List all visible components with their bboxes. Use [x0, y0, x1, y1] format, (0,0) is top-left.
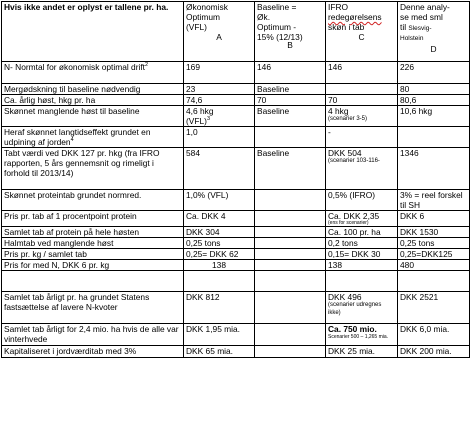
table-row: [2, 62, 470, 84]
cell-d: 80: [398, 84, 470, 95]
cell-c: -: [326, 127, 398, 148]
cell-a: [184, 271, 255, 292]
cell-d: 0,25=DKK125: [398, 249, 470, 260]
cell-b: Baseline: [255, 148, 326, 190]
cell-c-note: (scenarier 103-116-: [328, 158, 380, 164]
cell-a-value: 4,6 hkg: [186, 106, 214, 116]
cell-d: DKK 2521: [398, 292, 470, 324]
table-row: [2, 271, 470, 292]
cell-c: [326, 106, 398, 127]
cell-c-value: Ca. DKK 2,35: [328, 211, 380, 221]
cell-b: 146: [255, 62, 326, 84]
cell-d: DKK 6: [398, 211, 470, 227]
row-label: Samlet tab årligt for 2,4 mio. ha hvis de alle var vinterhvede: [2, 324, 184, 346]
cell-a: DKK 65 mia.: [184, 346, 255, 358]
cell-a: DKK 1,95 mia.: [184, 324, 255, 346]
cell-b: [255, 271, 326, 292]
header-col-d-line2: se med sml: [400, 12, 443, 22]
row-label: Kapitaliseret i jordværditab med 3%: [2, 346, 184, 358]
header-col-c-line2: redegørelsens: [328, 12, 382, 22]
row-label: Halmtab ved manglende høst: [2, 238, 184, 249]
table-row: [2, 346, 470, 358]
cell-c-value: 4 hkg: [328, 106, 349, 116]
header-col-a-line3: (VFL): [186, 22, 207, 32]
row-label: [2, 62, 184, 84]
header-col-a: [184, 2, 255, 62]
cell-c: 146: [326, 62, 398, 84]
header-col-a-line1: Økonomisk: [186, 2, 228, 12]
cell-a: Ca. DKK 4: [184, 211, 255, 227]
row-label: Pris pr. kg / samlet tab: [2, 249, 184, 260]
table-row: [2, 148, 470, 190]
row-label: [2, 271, 184, 292]
table-row: [2, 95, 470, 106]
cell-b: Baseline: [255, 106, 326, 127]
cell-a: DKK 812: [184, 292, 255, 324]
cell-c: DKK 25 mia.: [326, 346, 398, 358]
cell-b: Baseline: [255, 84, 326, 95]
row-label: [2, 127, 184, 148]
row-label-text: N- Normtal for økonomisk optimal drift: [4, 62, 146, 72]
row-label: Ca. årlig høst, hkg pr. ha: [2, 95, 184, 106]
cell-c-note: (ens for scenarier): [328, 220, 369, 226]
cell-c: [326, 324, 398, 346]
cell-a: [184, 106, 255, 127]
cell-b: [255, 249, 326, 260]
cell-c-value: DKK 504: [328, 148, 362, 158]
cell-a: 138: [184, 260, 255, 271]
table-row: [2, 249, 470, 260]
header-col-c-line3: skøn i tab: [328, 22, 365, 32]
cell-b: [255, 324, 326, 346]
table-row: [2, 190, 470, 211]
cell-c-note: Scenarier 500 – 1,265 mia.: [328, 334, 389, 340]
cell-a-note: (VFL): [186, 116, 207, 126]
cell-a: DKK 304: [184, 227, 255, 238]
header-col-d-line1: Denne analy-: [400, 2, 450, 12]
cell-b: [255, 127, 326, 148]
header-col-b-line2: Øk.: [257, 12, 271, 22]
cell-b: [255, 227, 326, 238]
table-row: [2, 227, 470, 238]
row-label: Samlet tab årligt pr. ha grundet Statens fastsættelse af lavere N-kvoter: [2, 292, 184, 324]
cell-a: 169: [184, 62, 255, 84]
cell-b: [255, 238, 326, 249]
row-label: Skønnet manglende høst til baseline: [2, 106, 184, 127]
cell-a: 1,0% (VFL): [184, 190, 255, 211]
row-label-text: Heraf skønnet langtidseffekt grundet en udpining af jorden: [4, 127, 151, 147]
header-col-d-line3: til: [400, 22, 407, 32]
cell-a: 1,0: [184, 127, 255, 148]
cell-c-value: DKK 496: [328, 292, 362, 302]
header-col-c: [326, 2, 398, 62]
cell-a: 23: [184, 84, 255, 95]
cell-d: 480: [398, 260, 470, 271]
row-label: Pris for med N, DKK 6 pr. kg: [2, 260, 184, 271]
table-row: [2, 127, 470, 148]
cell-b: [255, 346, 326, 358]
header-row: [2, 2, 470, 62]
header-col-b-line1: Baseline =: [257, 2, 297, 12]
cell-b: 70: [255, 95, 326, 106]
cell-a: 0,25 tons: [184, 238, 255, 249]
cell-c: [326, 271, 398, 292]
row-label: Skønnet proteintab grundet normred.: [2, 190, 184, 211]
cell-d: 0,25 tons: [398, 238, 470, 249]
cell-c: [326, 211, 398, 227]
cell-c: 0,2 tons: [326, 238, 398, 249]
row-label: Samlet tab af protein på hele høsten: [2, 227, 184, 238]
header-col-b: [255, 2, 326, 62]
row-label: Mergødskning til baseline nødvendig: [2, 84, 184, 95]
header-col-b-letter: B: [287, 40, 293, 50]
cell-c: 0,15= DKK 30: [326, 249, 398, 260]
header-col-b-line4: 15% (12/13): [257, 32, 303, 42]
cell-d: [398, 127, 470, 148]
cell-b: [255, 260, 326, 271]
header-col-b-line3: Optimum -: [257, 22, 297, 32]
header-col-a-line2: Optimum: [186, 12, 220, 22]
cell-c-value: Ca. 750 mio.: [328, 324, 377, 334]
footnote-marker: 2: [145, 62, 149, 69]
header-col-c-letter: C: [358, 32, 365, 42]
cell-b: [255, 292, 326, 324]
cell-c: Ca. 100 pr. ha: [326, 227, 398, 238]
cell-c: [326, 292, 398, 324]
cell-c-note: (scenarier 3-5): [328, 116, 368, 122]
cell-d: [398, 271, 470, 292]
cell-d: 3% = reel forskel til SH: [398, 190, 470, 211]
cell-b: [255, 190, 326, 211]
cell-c: [326, 148, 398, 190]
table-row: [2, 106, 470, 127]
cell-a: 584: [184, 148, 255, 190]
cell-d: 80,6: [398, 95, 470, 106]
cell-d: DKK 6,0 mia.: [398, 324, 470, 346]
header-col-a-letter: A: [216, 32, 222, 42]
cell-c: 70: [326, 95, 398, 106]
cell-c: 138: [326, 260, 398, 271]
row-label: Pris pr. tab af 1 procentpoint protein: [2, 211, 184, 227]
cell-c: 0,5% (IFRO): [326, 190, 398, 211]
header-col-d-line3b: Slesvig-: [408, 25, 432, 32]
header-col-d-letter: D: [430, 44, 437, 54]
table-row: [2, 324, 470, 346]
cell-a: 0,25= DKK 62: [184, 249, 255, 260]
cell-d: 226: [398, 62, 470, 84]
comparison-table: [1, 1, 470, 358]
cell-d: 1346: [398, 148, 470, 190]
cell-c: [326, 84, 398, 95]
cell-a: 74,6: [184, 95, 255, 106]
header-col-c-line1: IFRO: [328, 2, 349, 12]
table-row: [2, 238, 470, 249]
table-row: [2, 211, 470, 227]
cell-d: DKK 1530: [398, 227, 470, 238]
header-col-d: [398, 2, 470, 62]
footnote-marker: 3: [206, 116, 210, 123]
table-row: [2, 260, 470, 271]
cell-c-note: (scenarier udregnes ikke): [328, 302, 382, 316]
row-label: Tabt værdi ved DKK 127 pr. hkg (fra IFRO rapporten, 5 års gennemsnit og rimeligt i forhold til 2013/14): [2, 148, 184, 190]
table-row: [2, 292, 470, 324]
cell-d: 10,6 hkg: [398, 106, 470, 127]
header-title: Hvis ikke andet er oplyst er tallene pr. ha.: [2, 2, 184, 62]
header-col-d-line4: Holstein: [400, 35, 424, 42]
cell-b: [255, 211, 326, 227]
cell-d: DKK 200 mia.: [398, 346, 470, 358]
footnote-marker: 4: [70, 137, 74, 144]
table-row: [2, 84, 470, 95]
